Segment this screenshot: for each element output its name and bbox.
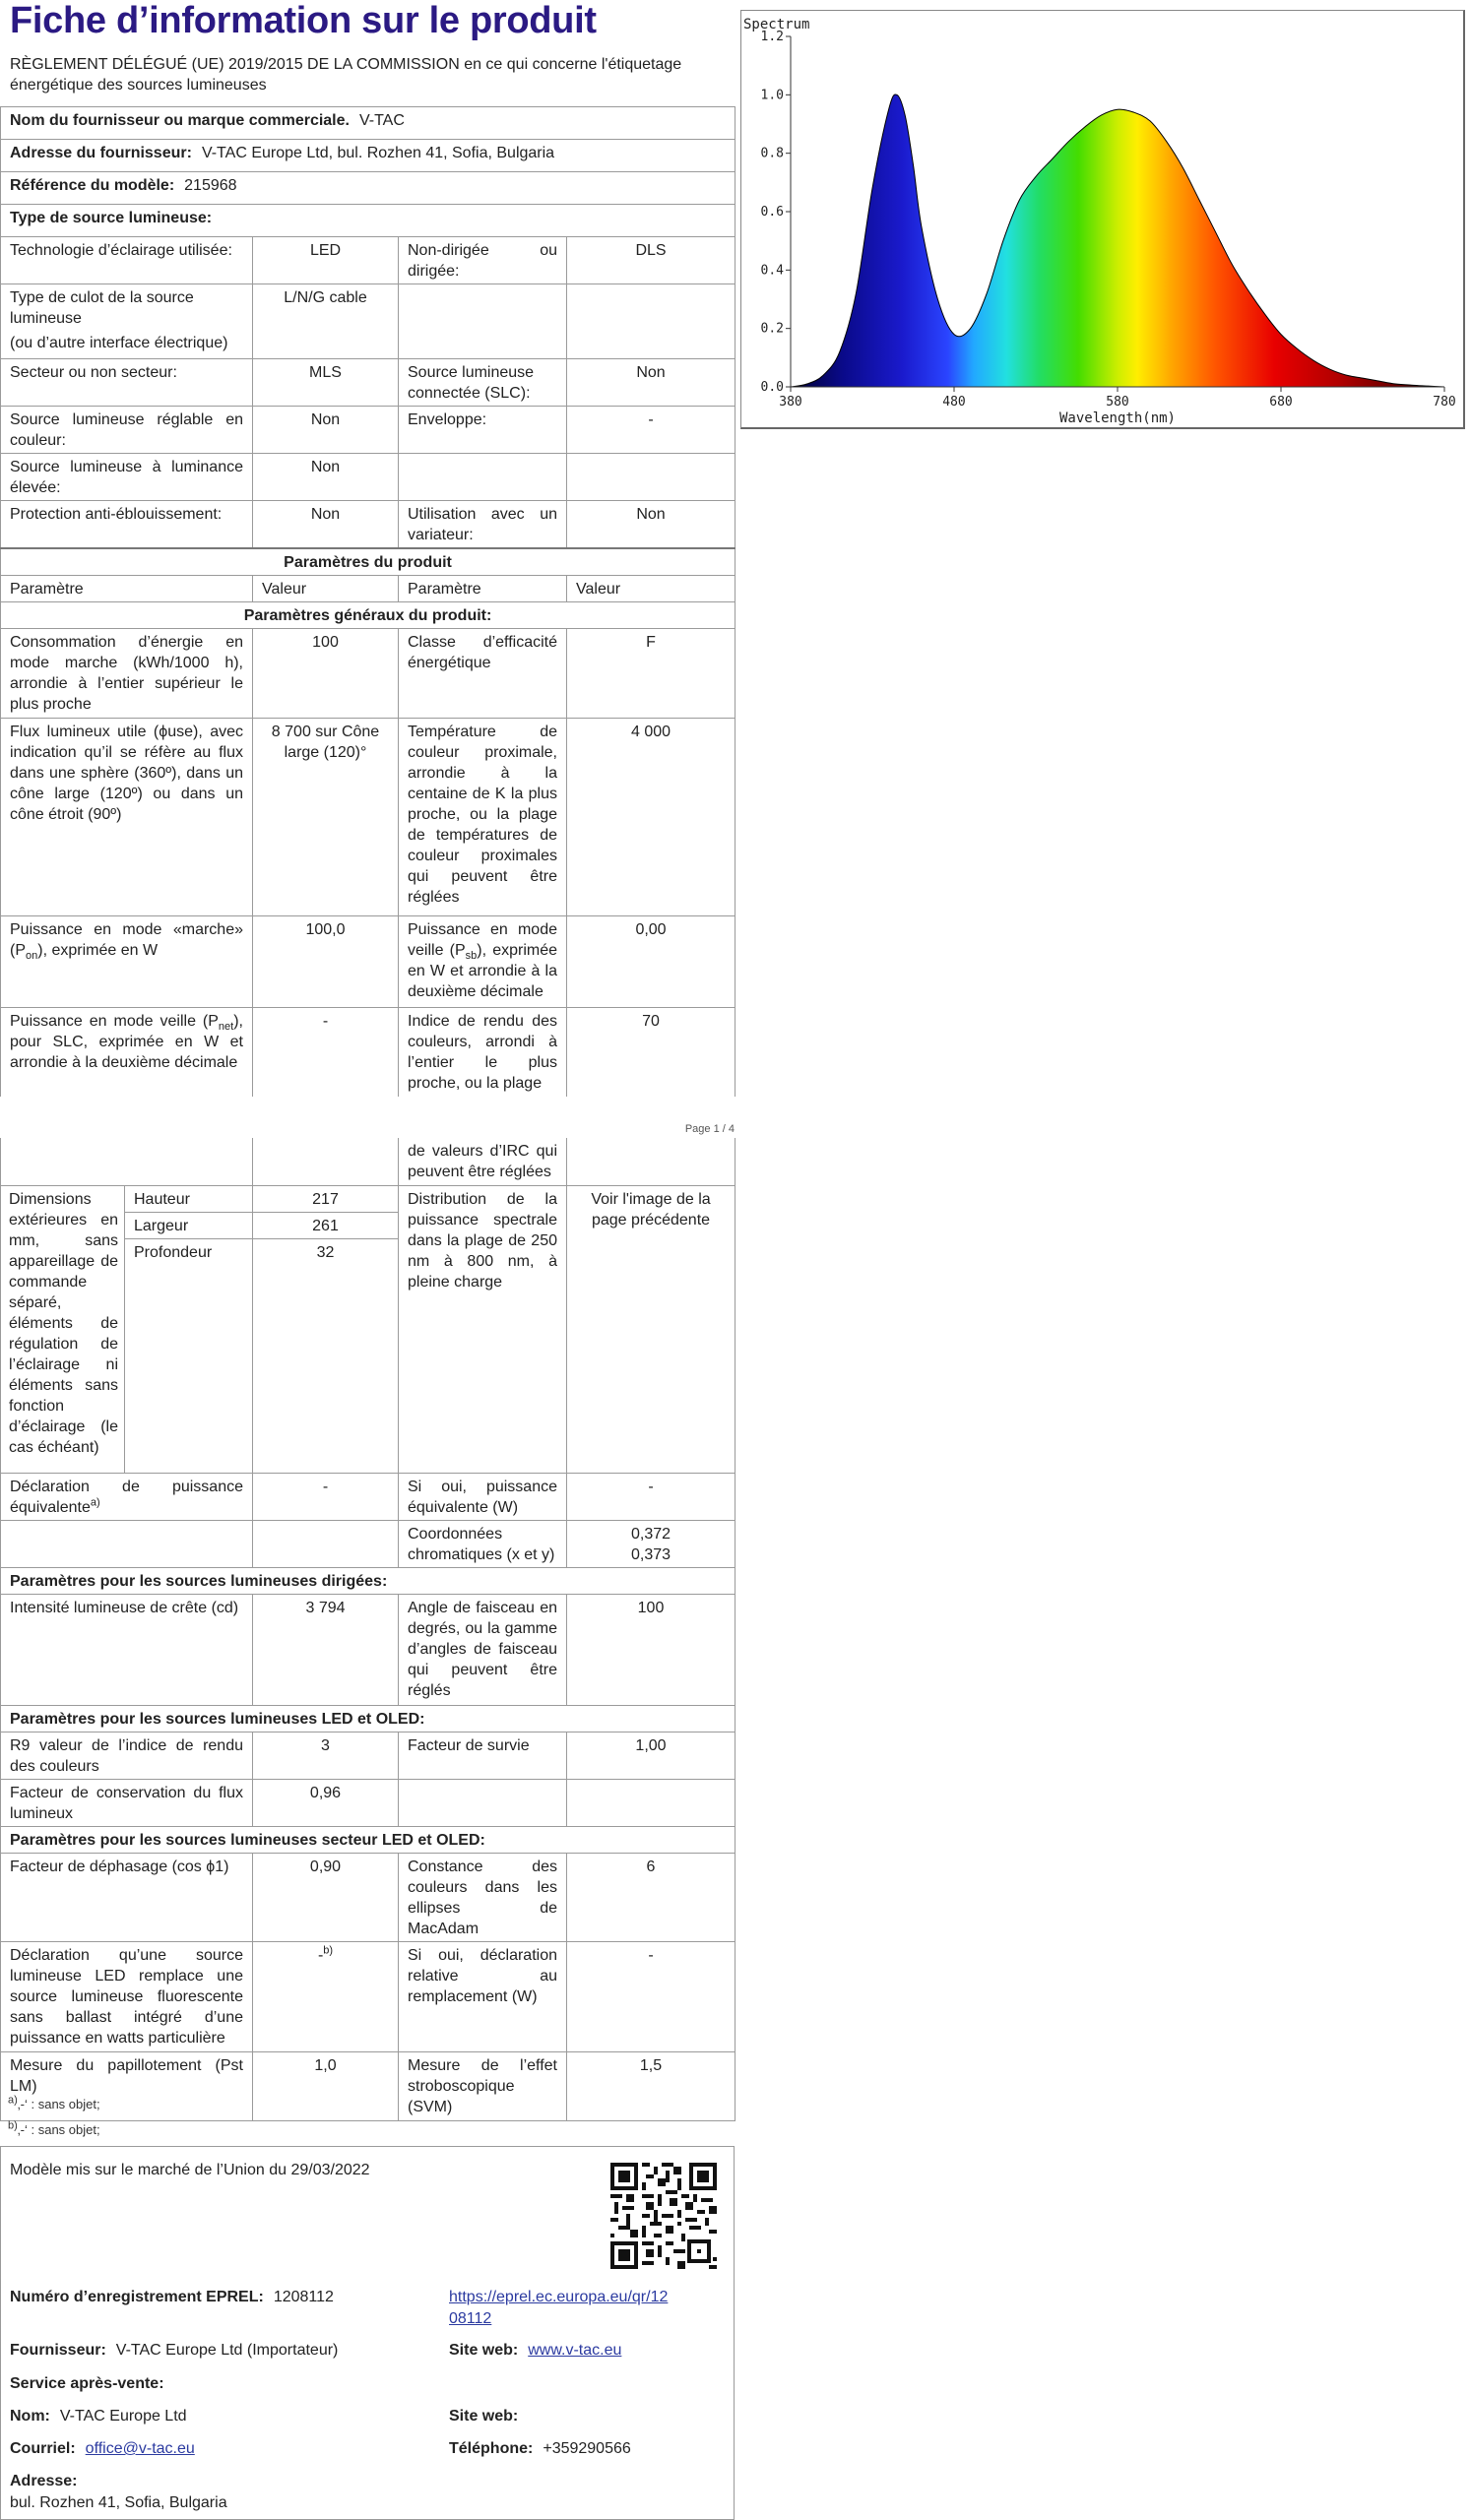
- param-cell: Déclaration qu’une source lumineuse LED remplace une source lumineuse fluorescente sans ballast intégré d’une puissance en watts particulière: [1, 1941, 253, 2051]
- supplier-address-value: V-TAC Europe Ltd, bul. Rozhen 41, Sofia, Bulgaria: [201, 145, 555, 161]
- type-value: DLS: [567, 237, 736, 284]
- param-cell: Angle de faisceau en degrés, ou la gamme d’angles de faisceau qui peuvent être réglés: [399, 1594, 567, 1705]
- value-cell: 1,5: [567, 2051, 736, 2120]
- param-cell-continued: de valeurs d’IRC qui peuvent être réglées: [399, 1138, 567, 1185]
- spectrum-chart-svg: [741, 11, 1464, 428]
- model-reference-value: 215968: [184, 177, 237, 194]
- param-cell: Mesure du papillotement (Pst LM): [1, 2051, 253, 2120]
- value-cell: -$^{b)}$: [253, 1941, 399, 2051]
- dimension-value: 261: [253, 1212, 399, 1238]
- y-tick-label: 1.0: [760, 88, 784, 103]
- param-cell: Consommation d’énergie en mode marche (kWh/1000 h), arrondie à l’entier supérieur le plus proche: [1, 629, 253, 719]
- type-param: Utilisation avec un variateur:: [399, 501, 567, 549]
- service-phone: Téléphone: +359290566: [449, 2440, 631, 2457]
- column-header: Valeur: [253, 576, 399, 602]
- value-cell: 1,0: [253, 2051, 399, 2120]
- type-param: Enveloppe:: [399, 407, 567, 454]
- type-value: L/N/G cable: [253, 284, 399, 359]
- model-reference-row: Référence du modèle: 215968: [1, 172, 736, 205]
- supplier-info: Fournisseur: V-TAC Europe Ltd (Importateur): [10, 2342, 339, 2359]
- param-cell: Facteur de déphasage (cos ϕ1): [1, 1853, 253, 1941]
- value-cell: 3 794: [253, 1594, 399, 1705]
- value-cell: 6: [567, 1853, 736, 1941]
- y-tick-label: 1.2: [760, 30, 784, 44]
- param-cell: Intensité lumineuse de crête (cd): [1, 1594, 253, 1705]
- param-cell: Puissance en mode veille $(P_{net})$, pour SLC, exprimée en W et arrondie à la deuxième décimale: [1, 1008, 253, 1097]
- param-cell: Mesure de l’effet stroboscopique (SVM): [399, 2051, 567, 2120]
- y-tick-label: 0.2: [760, 321, 784, 337]
- qr-code-icon-graphic: [610, 2163, 717, 2269]
- supplier-name-value: V-TAC: [358, 112, 405, 129]
- type-value: Non: [567, 359, 736, 407]
- type-value: Non: [253, 407, 399, 454]
- type-param: Source lumineuse réglable en couleur:: [1, 407, 253, 454]
- page-number: Page 1 / 4: [684, 1123, 735, 1135]
- value-cell: 0,96: [253, 1779, 399, 1826]
- page-title: Fiche d’information sur le produit: [10, 0, 597, 41]
- footnote-b: $^{b)}$‚-‘ : sans objet;: [8, 2119, 100, 2137]
- spectrum-area: [791, 94, 1444, 387]
- value-cell: -: [567, 1941, 736, 2051]
- value-cell: 4 000: [567, 719, 736, 916]
- product-info-table-page1: [0, 106, 736, 1097]
- param-cell: Flux lumineux utile (ϕuse), avec indication qu’il se réfère au flux dans une sphère (360º), dans un cône large (120º) ou dans un cône étroit (90º): [1, 719, 253, 916]
- website-link[interactable]: www.v-tac.eu: [528, 2342, 622, 2359]
- param-cell: R9 valeur de l’indice de rendu des couleurs: [1, 1732, 253, 1779]
- dimension-name: Largeur: [125, 1212, 253, 1238]
- supplier-website: Site web: www.v-tac.eu: [449, 2342, 622, 2359]
- dimension-name: Profondeur: [125, 1238, 253, 1473]
- value-cell: 8 700 sur Cône large (120)°: [253, 719, 399, 916]
- param-cell: Constance des couleurs dans les ellipses de MacAdam: [399, 1853, 567, 1941]
- eprel-link[interactable]: https://eprel.ec.europa.eu/qr/12 08112: [449, 2289, 669, 2327]
- value-cell: Voir l'image de la page précédente: [567, 1185, 736, 1473]
- led-heading: Paramètres pour les sources lumineuses LED et OLED:: [1, 1705, 736, 1732]
- directional-heading: Paramètres pour les sources lumineuses dirigées:: [1, 1567, 736, 1594]
- supplier-name-row: Nom du fournisseur ou marque commerciale. V-TAC: [1, 107, 736, 140]
- type-param: Technologie d’éclairage utilisée:: [1, 237, 253, 284]
- x-tick-label: 780: [1433, 395, 1456, 410]
- param-cell: Facteur de survie: [399, 1732, 567, 1779]
- param-cell: Classe d’efficacité énergétique: [399, 629, 567, 719]
- product-params-heading: Paramètres du produit: [1, 548, 736, 576]
- column-header: Valeur: [567, 576, 736, 602]
- source-type-heading: Type de source lumineuse:: [1, 205, 736, 237]
- regulation-text: RÈGLEMENT DÉLÉGUÉ (UE) 2019/2015 DE LA COMMISSION en ce qui concerne l'étiquetage énergétique des sources lumineuses: [10, 56, 682, 94]
- value-cell: 100,0: [253, 916, 399, 1008]
- spectrum-chart: [740, 10, 1465, 429]
- value-cell: -: [567, 1473, 736, 1520]
- type-param: Secteur ou non secteur:: [1, 359, 253, 407]
- y-tick-label: 0.8: [760, 146, 784, 161]
- qr-code-icon[interactable]: [610, 2163, 717, 2269]
- param-cell: Déclaration de puissance équivalente$^{a)}$: [1, 1473, 253, 1520]
- param-cell: Puissance en mode «marche» $(P_{on})$, exprimée en W: [1, 916, 253, 1008]
- value-cell: 70: [567, 1008, 736, 1097]
- x-tick-label: 480: [942, 395, 966, 410]
- y-tick-label: 0.4: [760, 263, 784, 279]
- param-cell: Facteur de conservation du flux lumineux: [1, 1779, 253, 1826]
- product-info-table-page2: [0, 1138, 736, 2121]
- column-header: Paramètre: [1, 576, 253, 602]
- y-tick-label: 0.0: [760, 380, 784, 395]
- service-website-label: Site web:: [449, 2408, 519, 2425]
- type-param: Type de culot de la source lumineuse (ou d’autre interface électrique): [1, 284, 253, 359]
- dimension-name: Hauteur: [125, 1185, 253, 1212]
- footnote-a: $^{a)}$‚-‘ : sans objet;: [8, 2094, 100, 2111]
- x-tick-label: 380: [779, 395, 802, 410]
- param-cell: Distribution de la puissance spectrale dans la plage de 250 nm à 800 nm, à pleine charge: [399, 1185, 567, 1473]
- value-cell: 3: [253, 1732, 399, 1779]
- type-value: MLS: [253, 359, 399, 407]
- param-cell: Coordonnées chromatiques (x et y): [399, 1520, 567, 1567]
- service-address-label: Adresse:: [10, 2473, 78, 2489]
- service-heading: Service après-vente:: [10, 2375, 164, 2392]
- eprel-registration: Numéro d’enregistrement EPREL: 1208112: [10, 2289, 334, 2305]
- supplier-address-row: Adresse du fournisseur: V-TAC Europe Ltd, bul. Rozhen 41, Sofia, Bulgaria: [1, 140, 736, 172]
- param-cell: Température de couleur proximale, arrondie à la centaine de K la plus proche, ou la plage de températures de couleur proximales qui peuvent être réglées: [399, 719, 567, 916]
- type-value: Non: [253, 501, 399, 549]
- param-cell: Puissance en mode veille $(P_{sb})$, exprimée en W et arrondie à la deuxième décimale: [399, 916, 567, 1008]
- param-cell: Si oui, puissance équivalente (W): [399, 1473, 567, 1520]
- mains-heading: Paramètres pour les sources lumineuses secteur LED et OLED:: [1, 1826, 736, 1853]
- value-cell: 100: [567, 1594, 736, 1705]
- value-cell: -: [253, 1008, 399, 1097]
- x-tick-label: 580: [1106, 395, 1129, 410]
- type-value: LED: [253, 237, 399, 284]
- type-value: Non: [253, 454, 399, 501]
- type-param: Source lumineuse connectée (SLC):: [399, 359, 567, 407]
- service-email: Courriel: office@v-tac.eu: [10, 2440, 195, 2457]
- value-cell: -: [253, 1473, 399, 1520]
- type-param: Source lumineuse à luminance élevée:: [1, 454, 253, 501]
- param-cell: Si oui, déclaration relative au remplacement (W): [399, 1941, 567, 2051]
- service-address: bul. Rozhen 41, Sofia, Bulgaria: [10, 2494, 227, 2511]
- chart-title: Spectrum: [743, 17, 810, 32]
- type-param: Protection anti-éblouissement:: [1, 501, 253, 549]
- value-cell: 0,372 0,373: [567, 1520, 736, 1567]
- dimension-value: 217: [253, 1185, 399, 1212]
- value-cell: 100: [253, 629, 399, 719]
- y-tick-label: 0.6: [760, 205, 784, 220]
- value-cell: 0,90: [253, 1853, 399, 1941]
- email-link[interactable]: office@v-tac.eu: [85, 2440, 195, 2457]
- market-date: Modèle mis sur le marché de l’Union du 29/03/2022: [10, 2162, 370, 2178]
- x-tick-label: 680: [1269, 395, 1293, 410]
- value-cell: F: [567, 629, 736, 719]
- dimension-value: 32: [253, 1238, 399, 1473]
- service-name: Nom: V-TAC Europe Ltd: [10, 2408, 187, 2425]
- value-cell: 1,00: [567, 1732, 736, 1779]
- param-cell: Indice de rendu des couleurs, arrondi à l’entier le plus proche, ou la plage: [399, 1008, 567, 1097]
- dimensions-label: Dimensions extérieures en mm, sans appareillage de commande séparé, éléments de régulation de l’éclairage ni éléments sans fonction d’éclairage (le cas échéant): [1, 1185, 125, 1473]
- type-param: Non-dirigée ou dirigée:: [399, 237, 567, 284]
- general-params-heading: Paramètres généraux du produit:: [1, 602, 736, 629]
- x-axis-label: Wavelength(nm): [1058, 410, 1177, 426]
- type-value: -: [567, 407, 736, 454]
- value-cell: 0,00: [567, 916, 736, 1008]
- type-value: Non: [567, 501, 736, 549]
- column-header: Paramètre: [399, 576, 567, 602]
